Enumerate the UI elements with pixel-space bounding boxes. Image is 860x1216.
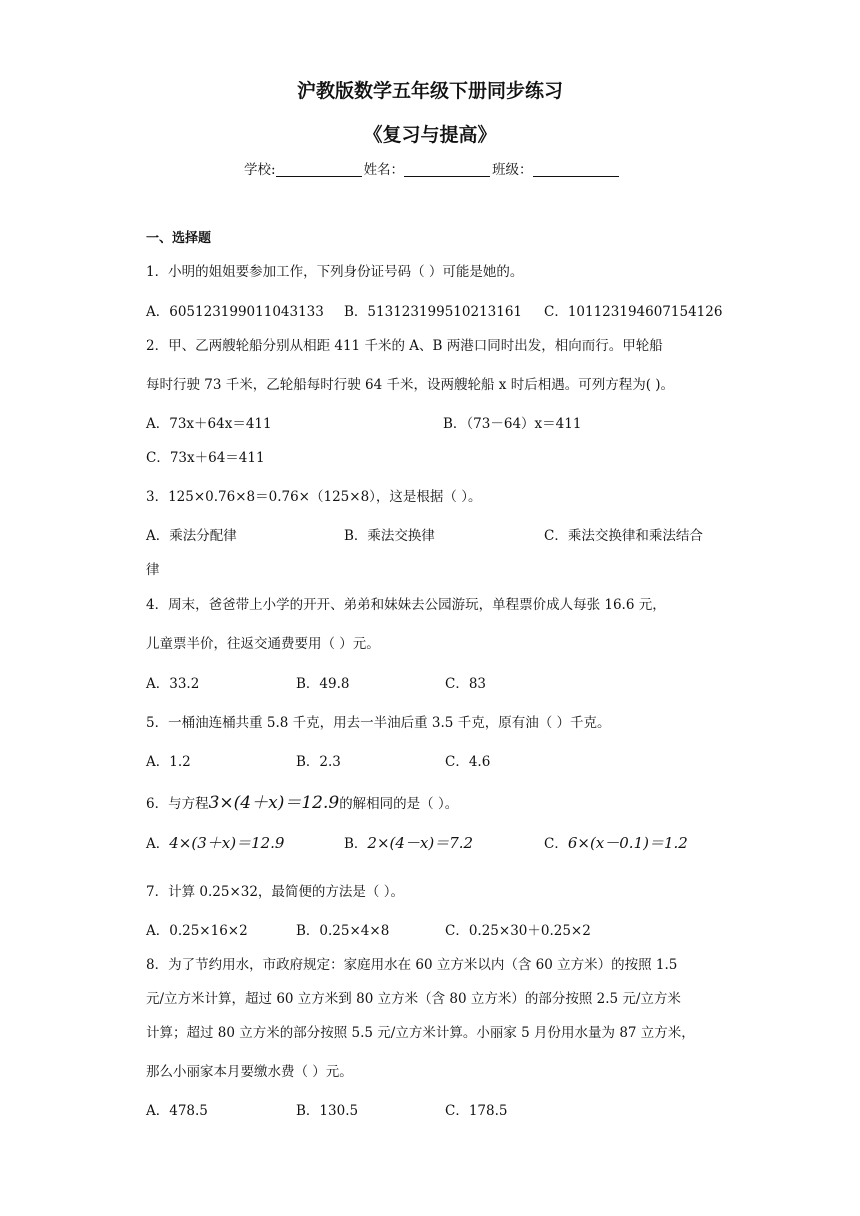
q1-option-a[interactable]: A．605123199011043133 xyxy=(146,304,324,320)
q6-suffix: 的解相同的是（ ）。 xyxy=(339,796,459,812)
q3-option-c-wrap: 律 xyxy=(146,562,160,578)
q7-option-c[interactable]: C．0.25×30＋0.25×2 xyxy=(445,923,591,939)
q2-option-a[interactable]: A．73x＋64x＝411 xyxy=(146,416,272,432)
q5-option-b[interactable]: B．2.3 xyxy=(296,754,341,770)
school-label: 学校: xyxy=(244,162,276,178)
question-8-line-2: 元/立方米计算，超过 60 立方米到 80 立方米（含 80 立方米）的部分按照 2.5 元/立方米 xyxy=(146,991,681,1007)
q3-option-c[interactable]: C．乘法交换律和乘法结合 xyxy=(544,528,703,544)
question-6 xyxy=(146,788,458,813)
q6-option-b-label: B． xyxy=(344,836,368,852)
q4-option-b[interactable]: B．49.8 xyxy=(296,676,350,692)
worksheet-subtitle: 《复习与提高》 xyxy=(363,124,497,146)
q6-option-a-equation: 4×(3＋x)＝12.9 xyxy=(169,834,285,852)
name-label: 姓名： xyxy=(363,162,405,178)
question-4-line-1: 4．周末，爸爸带上小学的开开、弟弟和妹妹去公园游玩，单程票价成人每张 16.6 元， xyxy=(146,597,666,613)
q5-option-c[interactable]: C．4.6 xyxy=(445,754,491,770)
q7-option-a[interactable]: A．0.25×16×2 xyxy=(146,923,248,939)
q6-option-b[interactable] xyxy=(344,832,473,853)
q3-option-a[interactable]: A．乘法分配律 xyxy=(146,528,237,544)
q5-option-a[interactable]: A．1.2 xyxy=(146,754,191,770)
q7-option-b[interactable]: B．0.25×4×8 xyxy=(296,923,390,939)
section-heading: 一、选择题 xyxy=(146,231,212,246)
school-blank[interactable] xyxy=(276,162,362,177)
question-4-line-2: 儿童票半价，往返交通费要用（ ）元。 xyxy=(146,636,380,652)
q2-option-b[interactable]: B．（73－64）x＝411 xyxy=(443,416,582,432)
q6-option-a[interactable] xyxy=(146,832,284,853)
q6-option-a-label: A． xyxy=(146,836,170,852)
q1-option-b[interactable]: B．513123199510213161 xyxy=(344,304,523,320)
q6-option-c[interactable] xyxy=(544,832,688,853)
worksheet-title: 沪教版数学五年级下册同步练习 xyxy=(296,80,563,102)
question-8-line-1: 8．为了节约用水，市政府规定：家庭用水在 60 立方米以内（含 60 立方米）的按照 1.5 xyxy=(146,957,678,973)
q3-option-b[interactable]: B．乘法交换律 xyxy=(344,528,435,544)
class-label: 班级： xyxy=(492,162,533,178)
q4-option-a[interactable]: A．33.2 xyxy=(146,676,200,692)
q8-option-a[interactable]: A．478.5 xyxy=(146,1103,208,1119)
question-2-line-1: 2．甲、乙两艘轮船分别从相距 411 千米的 A、B 两港口同时出发，相向而行。甲轮船 xyxy=(146,338,663,354)
student-info-line xyxy=(244,158,621,178)
q6-equation: 3×(4＋x)＝12.9 xyxy=(208,793,340,813)
q6-option-c-equation: 6×(x－0.1)＝1.2 xyxy=(567,834,688,852)
q6-prefix: 6．与方程 xyxy=(146,796,209,812)
question-8-line-4: 那么小丽家本月要缴水费（ ）元。 xyxy=(146,1064,353,1080)
q6-option-b-equation: 2×(4－x)＝7.2 xyxy=(367,834,474,852)
question-5: 5．一桶油连桶共重 5.8 千克，用去一半油后重 3.5 千克，原有油（ ）千克。 xyxy=(146,715,611,731)
question-8-line-3: 计算；超过 80 立方米的部分按照 5.5 元/立方米计算。小丽家 5 月份用水量为 87 立方米， xyxy=(146,1025,695,1041)
q8-option-c[interactable]: C．178.5 xyxy=(445,1103,508,1119)
class-blank[interactable] xyxy=(533,162,619,177)
q4-option-c[interactable]: C．83 xyxy=(445,676,487,692)
question-3: 3．125×0.76×8＝0.76×（125×8），这是根据（ ）。 xyxy=(146,489,482,505)
name-blank[interactable] xyxy=(404,162,490,177)
question-7: 7．计算 0.25×32，最简便的方法是（ ）。 xyxy=(146,884,404,900)
question-2-line-2: 每时行驶 73 千米，乙轮船每时行驶 64 千米，设两艘轮船 x 时后相遇。可列方程为( )。 xyxy=(146,377,675,393)
q1-option-c[interactable]: C．101123194607154126 xyxy=(544,304,723,320)
question-1: 1．小明的姐姐要参加工作，下列身份证号码（ ）可能是她的。 xyxy=(146,264,524,280)
q8-option-b[interactable]: B．130.5 xyxy=(296,1103,359,1119)
q2-option-c[interactable]: C．73x＋64＝411 xyxy=(146,450,265,466)
q6-option-c-label: C． xyxy=(544,836,568,852)
